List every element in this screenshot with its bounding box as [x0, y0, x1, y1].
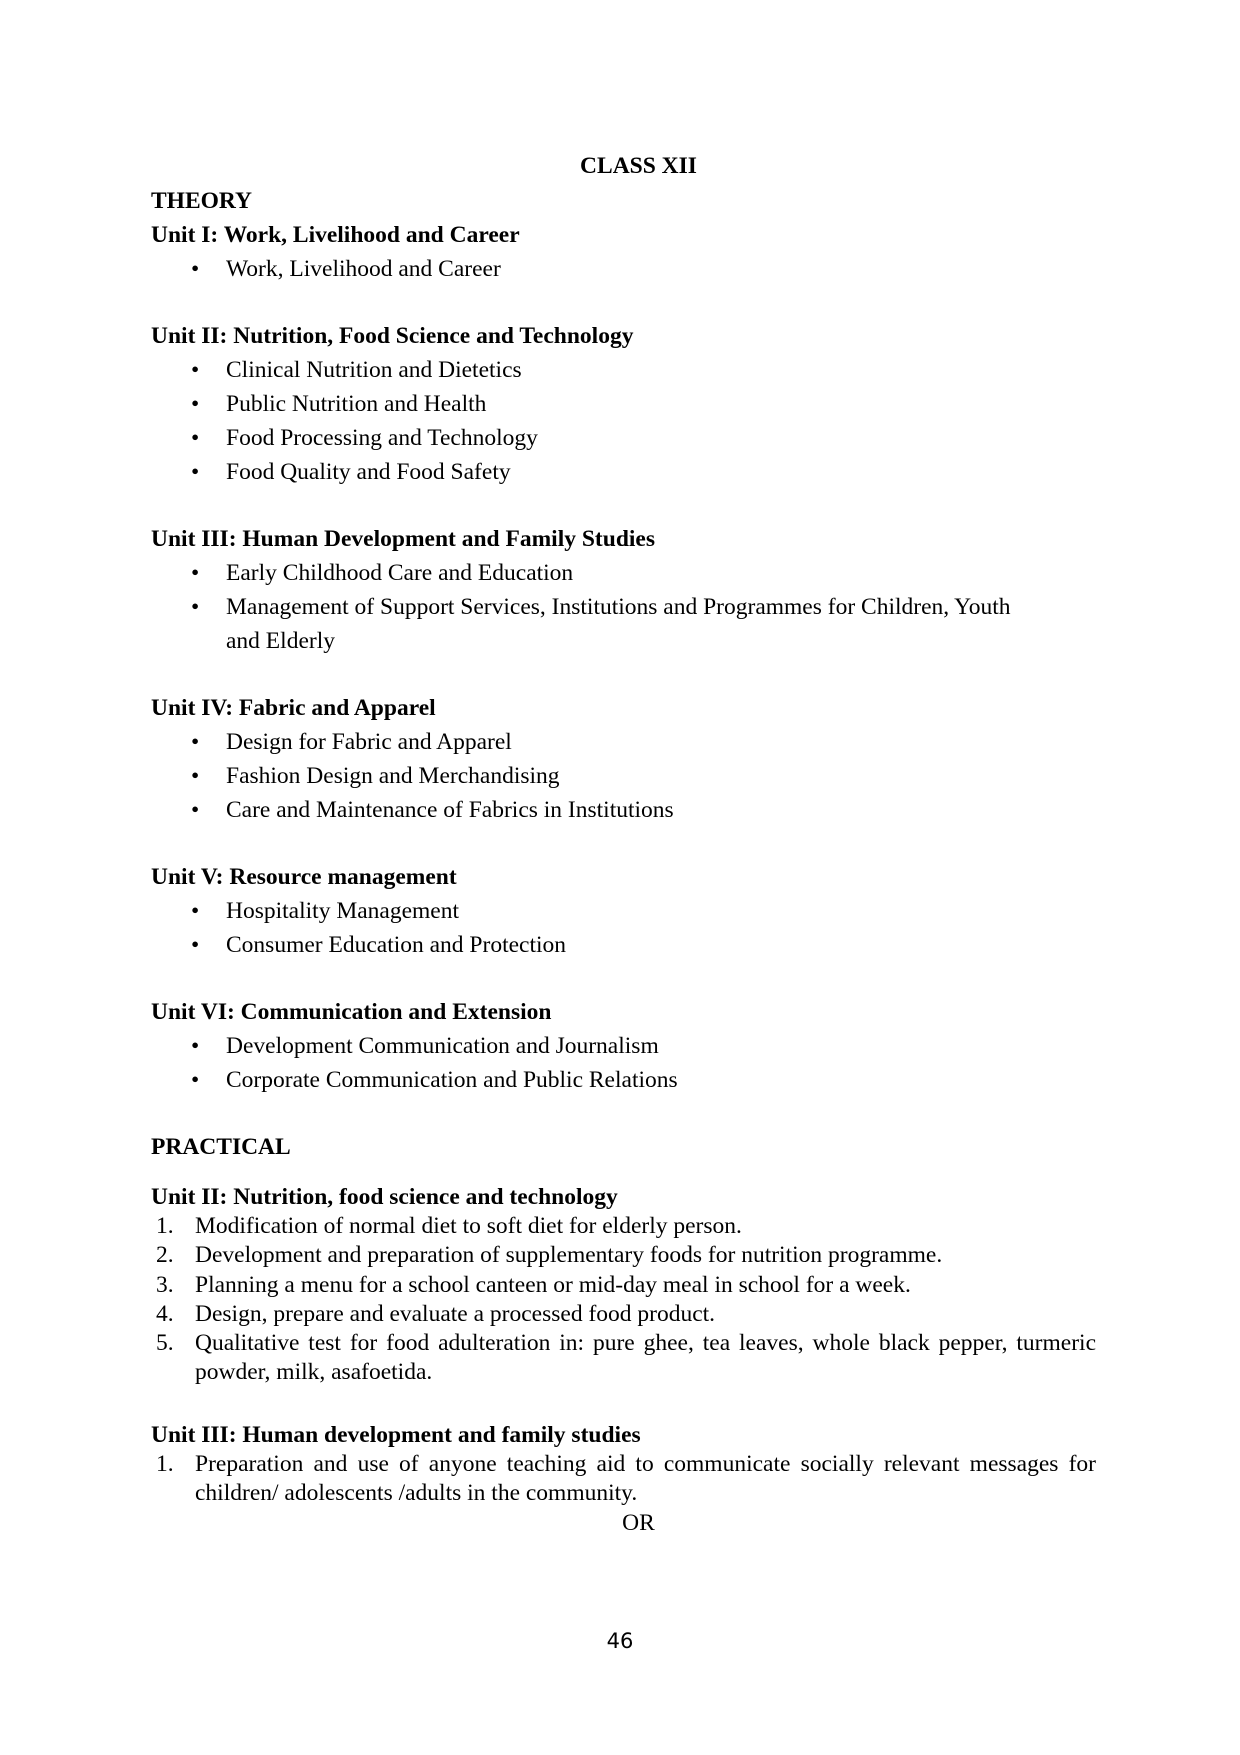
theory-unit-5-title: Unit V: Resource management [151, 864, 457, 890]
list-item: 1. Modification of normal diet to soft diet for elderly person. [156, 1213, 742, 1239]
bullet-icon: • [191, 1067, 200, 1093]
page-number: 46 [606, 1629, 634, 1653]
bullet-icon: • [191, 797, 200, 823]
list-item: • Work, Livelihood and Career [151, 252, 1096, 286]
bullet-icon: • [191, 560, 200, 586]
theory-unit-1-list [151, 252, 1096, 286]
list-item: • Hospitality Management [151, 894, 1096, 928]
theory-unit-6-list [151, 1029, 1096, 1097]
theory-unit-3-title: Unit III: Human Development and Family Studies [151, 526, 655, 552]
bullet-icon: • [191, 763, 200, 789]
bullet-icon: • [191, 256, 200, 282]
theory-unit-5-list [151, 894, 1096, 962]
theory-unit-2-title: Unit II: Nutrition, Food Science and Technology [151, 323, 634, 349]
list-item: • Consumer Education and Protection [151, 928, 1096, 962]
practical-title: PRACTICAL [151, 1134, 291, 1160]
theory-unit-1-title: Unit I: Work, Livelihood and Career [151, 222, 520, 248]
practical-unit-3-list [151, 1450, 1096, 1509]
list-item: 1. Preparation and use of anyone teaching aid to communicate socially relevant messages for children/ adolescents /adults in the community. [156, 1450, 1096, 1507]
list-item: • Management of Support Services, Institutions and Programmes for Children, Youth and Elderly [151, 590, 1096, 658]
list-item: • Food Processing and Technology [151, 421, 1096, 455]
list-item: • Early Childhood Care and Education [151, 556, 1096, 590]
bullet-icon: • [191, 898, 200, 924]
class-title: CLASS XII [580, 153, 697, 179]
theory-unit-3-list [151, 556, 1096, 658]
page-content [151, 149, 1096, 1538]
list-item: 5. Qualitative test for food adulteration in: pure ghee, tea leaves, whole black pepper, turmeric powder, milk, asafoetida. [156, 1330, 1096, 1386]
list-item: • Food Quality and Food Safety [151, 455, 1096, 489]
bullet-icon: • [191, 932, 200, 958]
practical-unit-2-list [151, 1212, 1096, 1388]
list-item: • Care and Maintenance of Fabrics in Institutions [151, 793, 1096, 827]
list-item: • Fashion Design and Merchandising [151, 759, 1096, 793]
theory-unit-4-list [151, 725, 1096, 827]
list-item: 4. Design, prepare and evaluate a processed food product. [156, 1300, 716, 1327]
bullet-icon: • [191, 729, 200, 755]
bullet-icon: • [191, 425, 200, 451]
theory-unit-6-title: Unit VI: Communication and Extension [151, 999, 552, 1025]
practical-unit-2-title: Unit II: Nutrition, food science and technology [151, 1184, 618, 1210]
list-item: • Development Communication and Journalism [151, 1029, 1096, 1063]
list-item: • Corporate Communication and Public Relations [151, 1063, 1096, 1097]
practical-unit-3-title: Unit III: Human development and family studies [151, 1421, 641, 1448]
bullet-icon: • [191, 594, 200, 620]
bullet-icon: • [191, 391, 200, 417]
theory-unit-2-list [151, 353, 1096, 489]
list-item: 2. Development and preparation of supplementary foods for nutrition programme. [156, 1242, 943, 1269]
theory-title: THEORY [151, 188, 253, 214]
bullet-icon: • [191, 357, 200, 383]
theory-unit-4-title: Unit IV: Fabric and Apparel [151, 695, 436, 721]
list-item: 3. Planning a menu for a school canteen or mid-day meal in school for a week. [156, 1271, 911, 1298]
or-separator: OR [622, 1510, 655, 1537]
bullet-icon: • [191, 459, 200, 485]
list-item: • Public Nutrition and Health [151, 387, 1096, 421]
bullet-icon: • [191, 1033, 200, 1059]
list-item: • Design for Fabric and Apparel [151, 725, 1096, 759]
list-item: • Clinical Nutrition and Dietetics [151, 353, 1096, 387]
